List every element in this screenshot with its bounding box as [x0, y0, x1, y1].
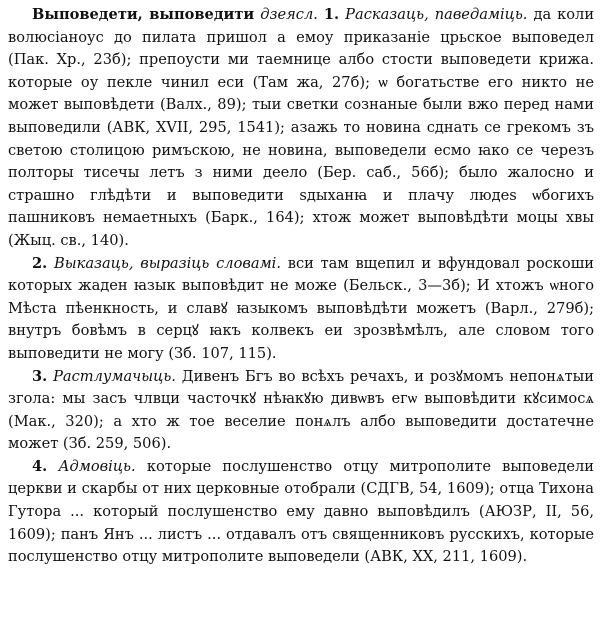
sense-number: 2.: [32, 254, 48, 272]
sense-gloss: Расказаць, паведаміць.: [345, 6, 528, 23]
sense-citations: которые послушенство отцу митрополите выповедели церкви и скарбы от них церковные отобрали (СДГВ, 54, 1609); отца Тихона Гутора ... который послушенство ему давно выповѣдилъ (АЮЗР, II, 56, 1609); панъ Янъ ... листъ ... отдавалъ отъ священниковъ русскихъ, которые послушенство отцу митрополите выповедели (АВК, XX, 211, 1609).: [8, 457, 594, 566]
sense-citations: да коли волюсіаноус до пилата пришол а емоу приказаніе црьское выповедел (Пак. Хр., 23б); препоусти ми таемнице албо стости выповедети крижа. которые оу пекле чинил еси (Там жа, 27б); ѡ богатьстве его никто не может выповѣдети (Валх., 89); тыи светки сознаные были вжо перед нами выповедили (АВК, XVII, 295, 1541); азажь то новина сднать се грекомъ зъ светою столицою римъскою, не новина, выповедели есмо ꙗко се черезъ полторы тисечы летъ з ними деело (Бер. саб., 56б); было жалосно и страшно глѣдѣти и выповедити ѕдыханꙗ и плачу людеѕ ѡбогихъ пашниковъ немаетныхъ (Барк., 164); хтож может выповѣдѣти моцы хвы (Жыц. св., 140).: [8, 6, 595, 249]
part-of-speech: дзеясл.: [260, 6, 318, 23]
sense-citations: вси там вщепил и вфундовал роскоши которых жаден ꙗзык выповѣдит не може (Бельск., 3—3б); И хтожъ ѡного Мѣста пѣенкность, и славꙋ ꙗзыкомъ выповѣдѣти можетъ (Варл., 279б); внутръ бовѣмъ в серцꙋ ꙗкъ колвекъ еи зрозвѣмѣлъ, але словом того выповедити не могу (Зб. 107, 115).: [8, 254, 594, 362]
entry-sense-4: [8, 456, 594, 569]
entry-sense-3: [8, 366, 594, 456]
headword: Выповедети, выповедити: [32, 6, 255, 23]
sense-citations: Дивенъ Бгъ во всѣхъ речахъ, и розꙋмомъ непонѧтыи згола: мы засъ члвци часточкꙋ нѣꙗкꙋю дивѡвъ егѡ выповѣдити кꙋсимосѧ (Мак., 320); а хто ж тое веселие понѧлъ албо выповедити достатечне может (Зб. 259, 506).: [8, 367, 594, 453]
sense-gloss: Растлумачыць.: [53, 367, 176, 385]
sense-number: 4.: [32, 457, 48, 475]
entry-sense-2: [8, 253, 594, 366]
sense-gloss: Адмовіць.: [58, 457, 136, 475]
sense-number: 3.: [32, 367, 48, 385]
sense-number: 1.: [323, 6, 340, 23]
entry-sense-1: [8, 4, 594, 253]
sense-gloss: Выказаць, выразіць словамі.: [54, 254, 281, 272]
